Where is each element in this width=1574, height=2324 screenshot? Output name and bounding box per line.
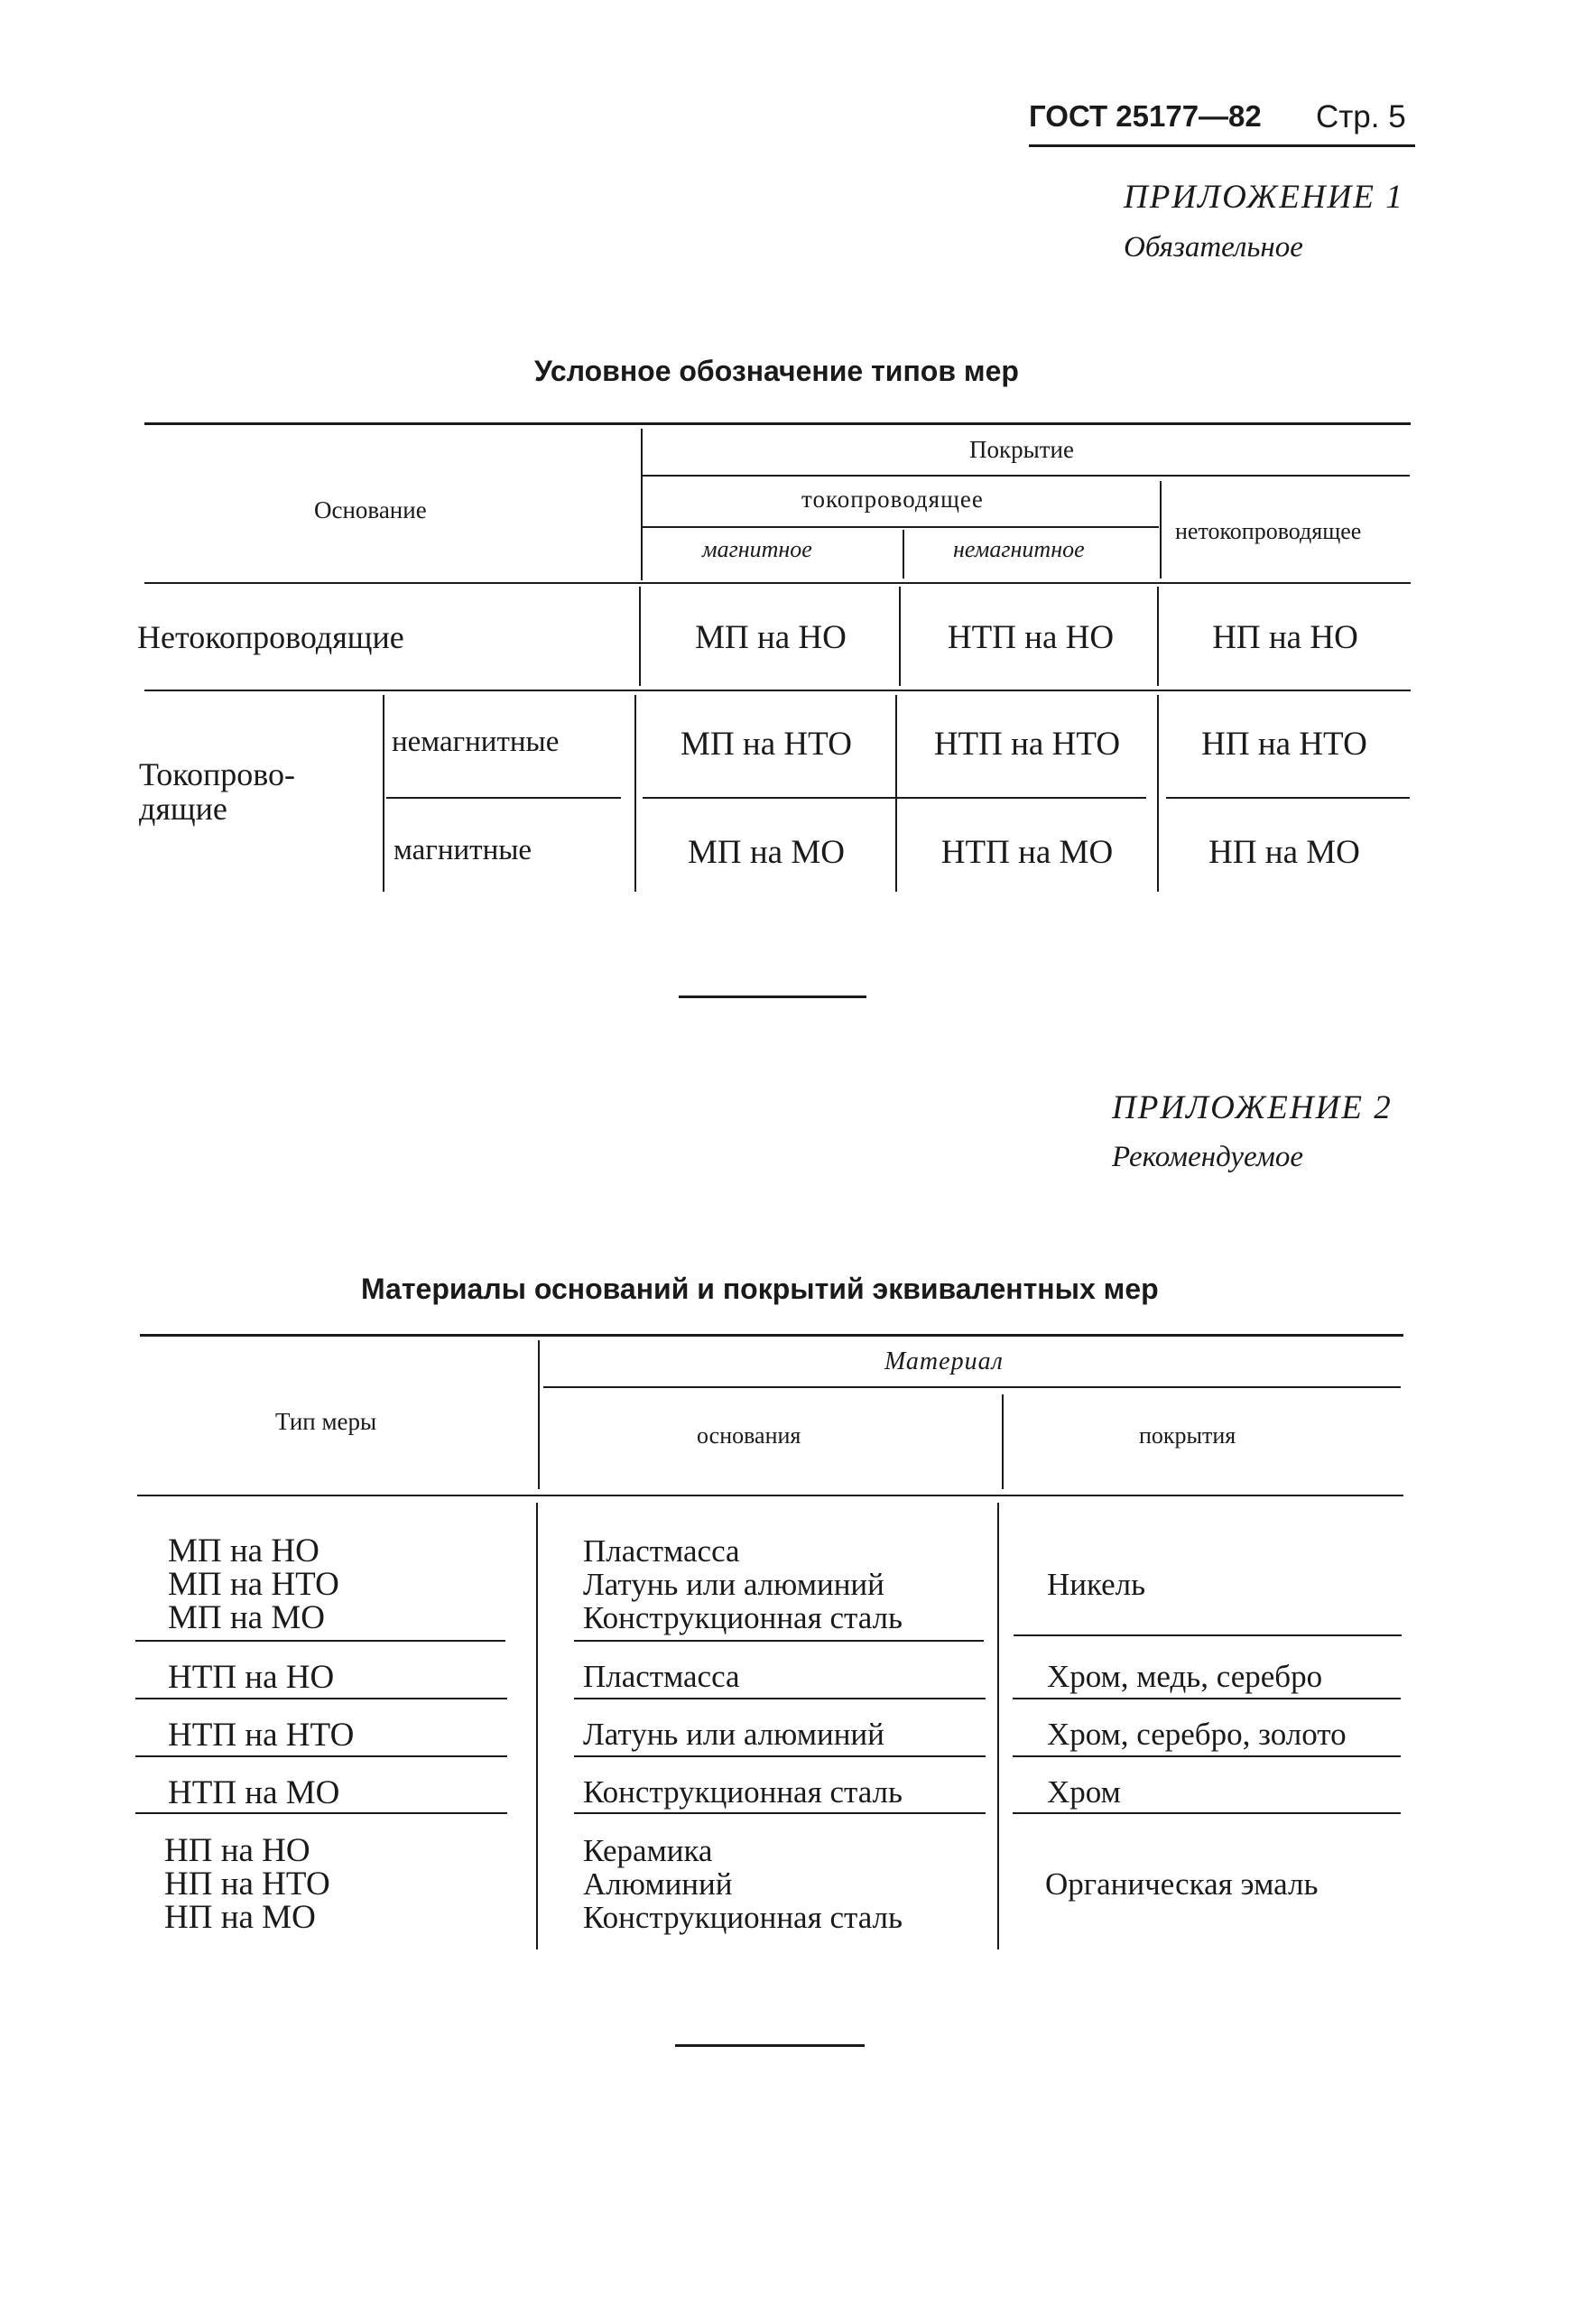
base-cell: Конструкционная сталь — [583, 1774, 903, 1810]
table-cell: МП на МО — [688, 834, 845, 871]
rule — [135, 1755, 507, 1757]
table-cell: НП на НТО — [1201, 726, 1367, 763]
table-cell: НТП на НО — [947, 619, 1115, 656]
table-cell: НП на НО — [1212, 619, 1358, 656]
table-cell: НТП на МО — [940, 834, 1114, 871]
type-cell: МП на НО МП на НТО МП на МО — [168, 1532, 339, 1636]
coating-cell: Хром — [1047, 1774, 1121, 1810]
coating-cell: Хром, медь, серебро — [1047, 1659, 1323, 1694]
col-divider — [538, 1340, 540, 1489]
table-cell: НП на МО — [1208, 834, 1360, 871]
table-2-top-rule — [140, 1334, 1403, 1337]
appendix-1-status: Обязательное — [1124, 231, 1303, 264]
rule — [574, 1812, 986, 1814]
header-base-material: основания — [697, 1422, 801, 1449]
header-coating: Покрытие — [969, 436, 1074, 463]
base-cell: Латунь или алюминий — [583, 1717, 884, 1752]
table-2-header-bottom-rule — [137, 1495, 1403, 1496]
appendix-2-status: Рекомендуемое — [1112, 1141, 1304, 1173]
header-nonmagnetic: немагнитное — [953, 536, 1085, 562]
header-type: Тип меры — [275, 1408, 377, 1435]
table-cell: МП на НТО — [681, 726, 852, 763]
row-base: Нетокопроводящие — [137, 619, 404, 655]
rule — [135, 1698, 507, 1699]
rule — [135, 1812, 507, 1814]
table-1-title: Условное обозначение типов мер — [534, 355, 1019, 387]
rule — [1014, 1634, 1402, 1636]
header-conductive: токопроводящее — [801, 486, 984, 513]
base-cell: Пластмасса Латунь или алюминий Конструкционная сталь — [583, 1533, 903, 1635]
type-cell: НТП на МО — [168, 1774, 340, 1811]
end-separator — [675, 2044, 865, 2047]
rule — [1013, 1698, 1401, 1699]
type-cell: НТП на НО — [168, 1659, 335, 1696]
appendix-2-label: ПРИЛОЖЕНИЕ 2 — [1112, 1089, 1393, 1126]
row-base: Токопрово- дящие — [139, 756, 295, 827]
rule — [1013, 1755, 1401, 1757]
row-subgroup: магнитные — [394, 834, 532, 866]
type-cell: НТП на НТО — [168, 1717, 355, 1754]
row-subgroup: немагнитные — [392, 726, 560, 758]
type-cell: НП на НО НП на НТО НП на МО — [164, 1832, 330, 1936]
coating-cell: Хром, серебро, золото — [1047, 1717, 1347, 1752]
base-cell: Керамика Алюминий Конструкционная сталь — [583, 1833, 903, 1935]
col-divider — [536, 1503, 538, 1949]
rule — [135, 1640, 505, 1642]
base-cell: Пластмасса — [583, 1659, 740, 1694]
rule — [1013, 1812, 1401, 1814]
table-cell: МП на НО — [695, 619, 847, 656]
rule — [574, 1698, 986, 1699]
rule — [574, 1640, 984, 1642]
document-code: ГОСТ 25177—82 — [1029, 99, 1262, 133]
header-magnetic: магнитное — [702, 536, 812, 562]
table-cell: НТП на НТО — [933, 726, 1121, 763]
coating-cell: Никель — [1047, 1567, 1146, 1602]
header-material: Материал — [884, 1347, 1004, 1375]
header-base: Основание — [314, 496, 427, 523]
header-nonconductive: нетокопроводящее — [1175, 518, 1362, 544]
rule — [543, 1386, 1401, 1388]
col-divider — [997, 1503, 999, 1949]
appendix-1-label: ПРИЛОЖЕНИЕ 1 — [1124, 179, 1404, 216]
table-2-title: Материалы оснований и покрытий эквивалентных мер — [361, 1273, 1159, 1305]
header-coating-material: покрытия — [1139, 1422, 1236, 1449]
rule — [574, 1755, 986, 1757]
page-number: Стр. 5 — [1316, 99, 1406, 134]
coating-cell: Органическая эмаль — [1045, 1866, 1319, 1902]
col-divider — [1002, 1394, 1004, 1489]
